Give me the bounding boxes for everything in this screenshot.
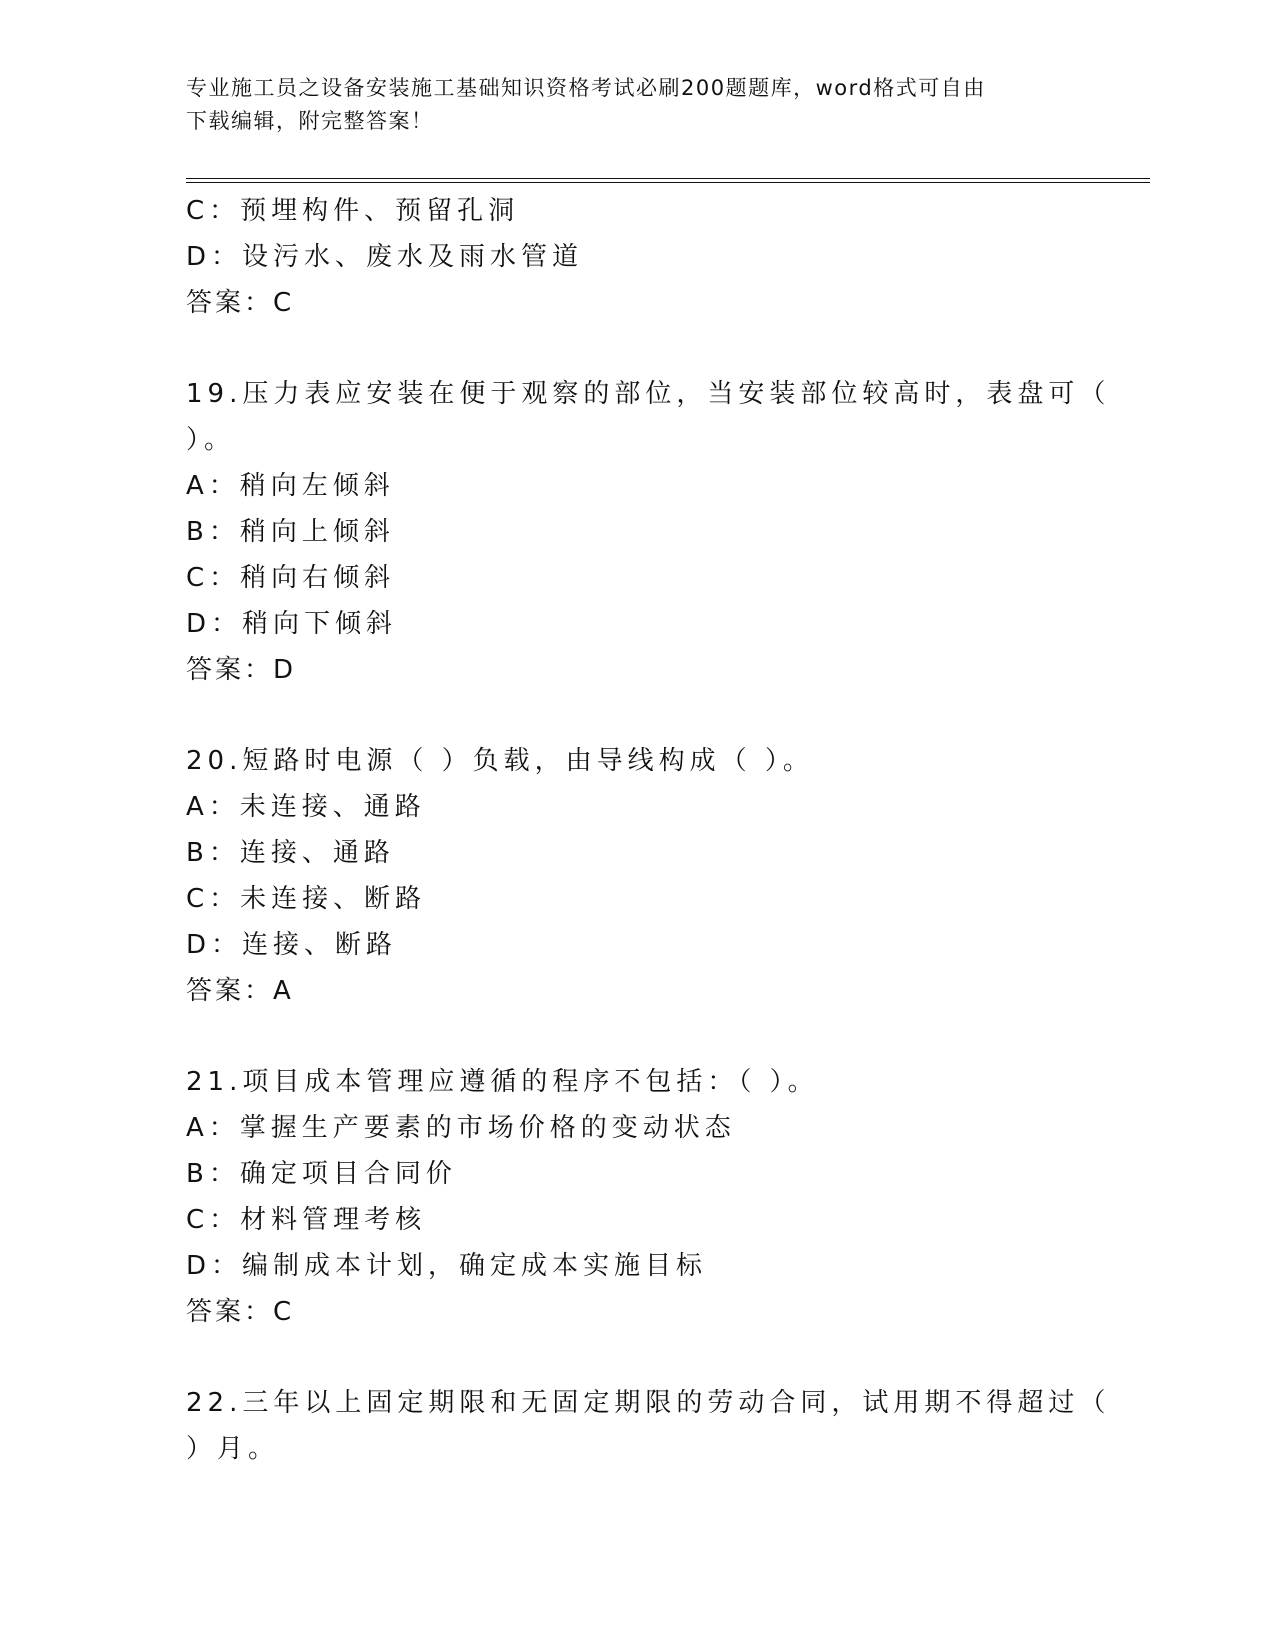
question-content [186,188,1111,1472]
q18-answer: 答案：C [186,288,295,318]
q20-option-b: B：连接、通路 [186,838,395,868]
question-20 [186,738,1066,1014]
q20-option-a: A：未连接、通路 [186,792,426,822]
spacer [186,693,1066,738]
spacer [186,1014,1066,1059]
q20-option-c: C：未连接、断路 [186,884,427,914]
question-19 [186,371,1111,693]
q18-option-d: D：设污水、废水及雨水管道 [186,242,584,272]
q20-option-d: D：连接、断路 [186,930,398,960]
q19-stem-line-1: 19.压力表应安装在便于观察的部位，当安装部位较高时，表盘可（ [186,379,1111,409]
header-divider-bottom [186,182,1150,183]
q19-answer: 答案：D [186,655,297,685]
q21-option-b: B：确定项目合同价 [186,1159,457,1189]
spacer [186,326,1066,371]
question-22 [186,1380,1111,1472]
q20-stem-line-1: 20.短路时电源（ ）负载，由导线构成（ ）。 [186,746,814,776]
q22-stem-line-2: ）月。 [186,1434,280,1464]
q18-option-c: C：预埋构件、预留孔洞 [186,196,520,226]
spacer [186,1335,1066,1380]
header-line-1: 专业施工员之设备安装施工基础知识资格考试必刷200题题库，word格式可自由 [186,76,986,100]
q19-option-b: B：稍向上倾斜 [186,517,395,547]
q19-option-c: C：稍向右倾斜 [186,563,396,593]
q21-answer: 答案：C [186,1297,295,1327]
q19-option-a: A：稍向左倾斜 [186,471,395,501]
header-divider-top [186,178,1150,179]
q19-option-d: D：稍向下倾斜 [186,609,398,639]
q20-answer: 答案：A [186,976,294,1006]
q21-option-d: D：编制成本计划，确定成本实施目标 [186,1251,708,1281]
q22-stem-line-1: 22.三年以上固定期限和无固定期限的劳动合同，试用期不得超过（ [186,1388,1111,1418]
question-18-tail [186,188,1066,326]
q19-stem-line-2: ）。 [186,425,236,455]
q21-option-a: A：掌握生产要素的市场价格的变动状态 [186,1113,736,1143]
q21-option-c: C：材料管理考核 [186,1205,427,1235]
document-header [186,72,1066,138]
question-21 [186,1059,1066,1335]
q21-stem-line-1: 21.项目成本管理应遵循的程序不包括：（ ）。 [186,1067,819,1097]
header-line-2: 下载编辑，附完整答案！ [186,109,434,133]
